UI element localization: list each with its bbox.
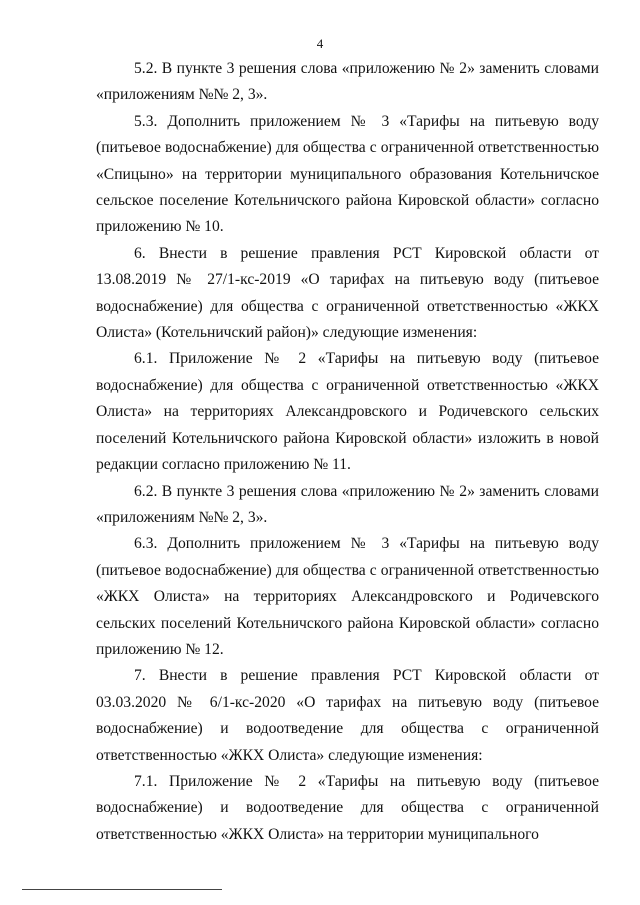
- paragraph-5-3: 5.3. Дополнить приложением № 3 «Тарифы на питьевую воду (питьевое водоснабжение) для общества с ограниченной ответственностью «Спицыно» на территории муниципального образования Котельничское сельское поселение Котельничского района Кировской области» согласно приложению № 10.: [96, 112, 599, 236]
- paragraph-6-3: 6.3. Дополнить приложением № 3 «Тарифы на питьевую воду (питьевое водоснабжение) для общества с ограниченной ответственностью «ЖКХ Олиста» на территориях Александровского и Родичевского сельских поселений Котельничского района Кировской области» согласно приложению № 12.: [96, 535, 599, 658]
- paragraph-5-2: 5.2. В пункте 3 решения слова «приложению № 2» заменить словами «приложениям №№ 2, 3».: [96, 60, 599, 104]
- paragraph-7-1: 7.1. Приложение № 2 «Тарифы на питьевую воду (питьевое водоснабжение) и водоотведение для общества с ограниченной ответственностью «ЖКХ Олиста» на территории муниципального: [96, 772, 599, 843]
- paragraph-7: 7. Внести в решение правления РСТ Кировской области от 03.03.2020 № 6/1-кс-2020 «О тарифах на питьевую воду (питьевое водоснабжение) и водоотведение для общества с ограниченной ответственностью «ЖКХ Олиста» следующие изменения:: [96, 667, 599, 764]
- page-number: 4: [316, 36, 324, 51]
- paragraph-6-2: 6.2. В пункте 3 решения слова «приложению № 2» заменить словами «приложениям №№ 2, 3».: [96, 482, 599, 526]
- paragraph-6-1: 6.1. Приложение № 2 «Тарифы на питьевую воду (питьевое водоснабжение) для общества с ограниченной ответственностью «ЖКХ Олиста» на территориях Александровского и Родичевского сельских поселений Котельничского района Кировской области» изложить в новой редакции согласно приложению № 11.: [96, 350, 599, 474]
- paragraph-6: 6. Внести в решение правления РСТ Кировской области от 13.08.2019 № 27/1-кс-2019 «О тарифах на питьевую воду (питьевое водоснабжение) для общества с ограниченной ответственностью «ЖКХ Олиста» (Котельничский район)» следующие изменения:: [96, 244, 599, 342]
- document-body: [96, 56, 599, 848]
- footer-divider: [22, 889, 222, 890]
